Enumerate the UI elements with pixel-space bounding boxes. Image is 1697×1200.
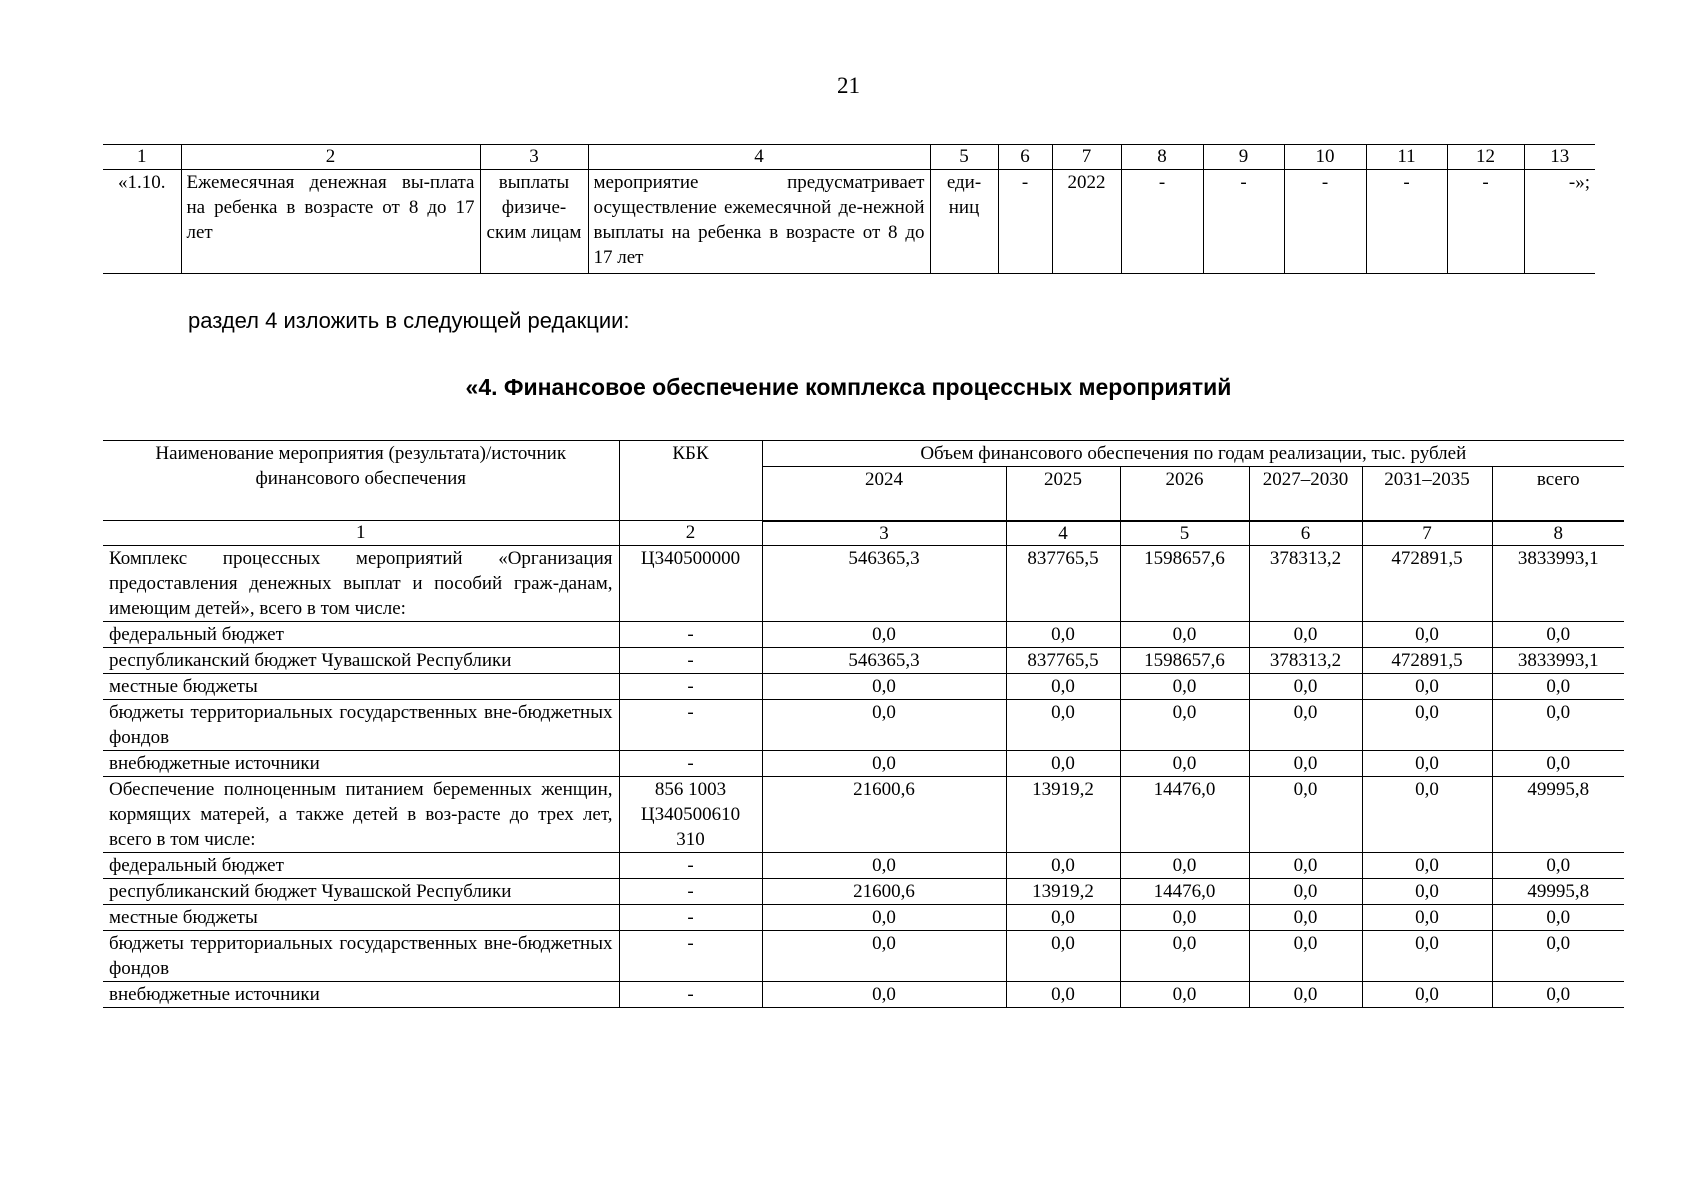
row-value: 472891,5	[1362, 545, 1492, 621]
row-name: бюджеты территориальных государственных вне-бюджетных фондов	[103, 699, 619, 750]
row-kbk: -	[619, 904, 762, 930]
row-value: 0,0	[1492, 750, 1624, 776]
row-value: 0,0	[1362, 673, 1492, 699]
col-number: 5	[930, 145, 998, 170]
row-value: 0,0	[1006, 930, 1120, 981]
row-kbk: -	[619, 647, 762, 673]
col-number: 8	[1492, 521, 1624, 546]
table-row	[103, 776, 1624, 852]
row-value: 546365,3	[762, 545, 1006, 621]
col-number: 7	[1362, 521, 1492, 546]
section-title: «4. Финансовое обеспечение комплекса процессных мероприятий	[465, 374, 1232, 400]
row-value: 0,0	[1249, 852, 1362, 878]
row-name: республиканский бюджет Чувашской Республики	[103, 878, 619, 904]
row-name: местные бюджеты	[103, 904, 619, 930]
row-name: бюджеты территориальных государственных вне-бюджетных фондов	[103, 930, 619, 981]
row-value: 0,0	[1006, 904, 1120, 930]
item-name: Ежемесячная денежная вы-плата на ребенка в возрасте от 8 до 17 лет	[181, 170, 480, 274]
row-name: внебюджетные источники	[103, 981, 619, 1007]
header-name: Наименование мероприятия (результата)/источник финансового обеспечения	[103, 441, 619, 521]
row-value: 21600,6	[762, 878, 1006, 904]
row-value: 0,0	[1249, 750, 1362, 776]
col-number: 7	[1052, 145, 1121, 170]
item-number: «1.10.	[103, 170, 181, 274]
row-value: 0,0	[1249, 776, 1362, 852]
row-name: внебюджетные источники	[103, 750, 619, 776]
row-value: 0,0	[1120, 981, 1249, 1007]
row-kbk: 856 1003 Ц340500610 310	[619, 776, 762, 852]
row-value: 14476,0	[1120, 776, 1249, 852]
continuation-table	[103, 144, 1595, 274]
col-number: 11	[1366, 145, 1447, 170]
col-number: 10	[1284, 145, 1366, 170]
table-cell: -	[1121, 170, 1203, 274]
row-value: 13919,2	[1006, 776, 1120, 852]
col-number: 3	[480, 145, 588, 170]
row-value: 3833993,1	[1492, 647, 1624, 673]
header-kbk: КБК	[619, 441, 762, 521]
col-number: 2	[181, 145, 480, 170]
row-value: 0,0	[1006, 621, 1120, 647]
row-name: республиканский бюджет Чувашской Республики	[103, 647, 619, 673]
row-value: 0,0	[1006, 699, 1120, 750]
row-value: 0,0	[1492, 904, 1624, 930]
row-value: 14476,0	[1120, 878, 1249, 904]
header-year: 2031–2035	[1362, 467, 1492, 521]
row-kbk: -	[619, 930, 762, 981]
row-value: 0,0	[1120, 930, 1249, 981]
header-year: 2025	[1006, 467, 1120, 521]
item-description: мероприятие предусматривает осуществление ежемесячной де-нежной выплаты на ребенка в возрасте от 8 до 17 лет	[588, 170, 930, 274]
row-value: 378313,2	[1249, 647, 1362, 673]
row-value: 21600,6	[762, 776, 1006, 852]
row-value: 0,0	[762, 621, 1006, 647]
table-cell: -»;	[1524, 170, 1595, 274]
header-year: 2027–2030	[1249, 467, 1362, 521]
table-row	[103, 981, 1624, 1007]
col-number: 6	[998, 145, 1052, 170]
row-value: 0,0	[1249, 621, 1362, 647]
row-value: 0,0	[1362, 776, 1492, 852]
table-row	[103, 170, 1595, 274]
table-cell: -	[1366, 170, 1447, 274]
row-value: 0,0	[1492, 699, 1624, 750]
row-value: 1598657,6	[1120, 647, 1249, 673]
col-number: 12	[1447, 145, 1524, 170]
col-number: 6	[1249, 521, 1362, 546]
row-kbk: Ц340500000	[619, 545, 762, 621]
row-value: 0,0	[1006, 750, 1120, 776]
row-value: 0,0	[762, 904, 1006, 930]
row-value: 0,0	[1362, 852, 1492, 878]
table-row	[103, 904, 1624, 930]
row-value: 0,0	[762, 699, 1006, 750]
row-value: 0,0	[1120, 750, 1249, 776]
table-row	[103, 545, 1624, 621]
row-value: 49995,8	[1492, 878, 1624, 904]
row-value: 0,0	[762, 930, 1006, 981]
row-value: 0,0	[1249, 699, 1362, 750]
col-number: 4	[588, 145, 930, 170]
row-value: 1598657,6	[1120, 545, 1249, 621]
col-number: 4	[1006, 521, 1120, 546]
column-number-row	[103, 145, 1595, 170]
row-value: 0,0	[1362, 904, 1492, 930]
header-year: 2026	[1120, 467, 1249, 521]
row-value: 0,0	[1006, 673, 1120, 699]
row-value: 0,0	[1249, 673, 1362, 699]
header-year: всего	[1492, 467, 1624, 521]
row-value: 0,0	[1492, 852, 1624, 878]
header-row	[103, 441, 1624, 467]
row-kbk: -	[619, 621, 762, 647]
col-number: 8	[1121, 145, 1203, 170]
row-value: 0,0	[762, 852, 1006, 878]
table-row	[103, 852, 1624, 878]
row-kbk: -	[619, 699, 762, 750]
table-row	[103, 621, 1624, 647]
item-type: выплаты физиче-ским лицам	[480, 170, 588, 274]
row-kbk: -	[619, 981, 762, 1007]
col-number: 5	[1120, 521, 1249, 546]
col-number: 1	[103, 145, 181, 170]
col-number: 13	[1524, 145, 1595, 170]
row-name: местные бюджеты	[103, 673, 619, 699]
row-value: 0,0	[1492, 981, 1624, 1007]
row-value: 837765,5	[1006, 647, 1120, 673]
row-value: 0,0	[1249, 904, 1362, 930]
row-value: 0,0	[1362, 878, 1492, 904]
row-value: 472891,5	[1362, 647, 1492, 673]
row-value: 0,0	[762, 673, 1006, 699]
row-value: 378313,2	[1249, 545, 1362, 621]
row-value: 0,0	[1362, 981, 1492, 1007]
col-number: 3	[762, 521, 1006, 546]
table-row	[103, 647, 1624, 673]
row-value: 0,0	[1006, 852, 1120, 878]
table-cell: -	[1447, 170, 1524, 274]
table-row	[103, 878, 1624, 904]
row-name: федеральный бюджет	[103, 852, 619, 878]
row-value: 0,0	[1362, 750, 1492, 776]
table-row	[103, 750, 1624, 776]
row-kbk: -	[619, 878, 762, 904]
table-cell: -	[1284, 170, 1366, 274]
row-value: 13919,2	[1006, 878, 1120, 904]
instruction-text: раздел 4 изложить в следующей редакции:	[188, 308, 630, 333]
row-value: 0,0	[762, 750, 1006, 776]
row-value: 0,0	[1120, 852, 1249, 878]
row-value: 0,0	[1362, 699, 1492, 750]
table-cell: -	[1203, 170, 1284, 274]
row-value: 0,0	[1249, 878, 1362, 904]
row-value: 0,0	[1120, 673, 1249, 699]
header-volume: Объем финансового обеспечения по годам реализации, тыс. рублей	[762, 441, 1624, 467]
col-number: 1	[103, 521, 619, 546]
col-number: 9	[1203, 145, 1284, 170]
row-value: 0,0	[1120, 621, 1249, 647]
table-row	[103, 930, 1624, 981]
table-cell: 2022	[1052, 170, 1121, 274]
col-number: 2	[619, 521, 762, 546]
row-kbk: -	[619, 673, 762, 699]
row-value: 0,0	[1362, 930, 1492, 981]
row-value: 0,0	[1006, 981, 1120, 1007]
row-value: 0,0	[1492, 673, 1624, 699]
row-value: 3833993,1	[1492, 545, 1624, 621]
item-unit: еди-ниц	[930, 170, 998, 274]
row-value: 49995,8	[1492, 776, 1624, 852]
table-cell: -	[998, 170, 1052, 274]
row-value: 0,0	[1249, 930, 1362, 981]
column-number-row	[103, 521, 1624, 546]
row-value: 0,0	[762, 981, 1006, 1007]
row-kbk: -	[619, 750, 762, 776]
header-year: 2024	[762, 467, 1006, 521]
table-row	[103, 673, 1624, 699]
row-value: 0,0	[1249, 981, 1362, 1007]
table-row	[103, 699, 1624, 750]
row-value: 0,0	[1120, 904, 1249, 930]
row-value: 0,0	[1492, 621, 1624, 647]
row-name: Комплекс процессных мероприятий «Организация предоставления денежных выплат и пособий граж-данам, имеющим детей», всего в том числе:	[103, 545, 619, 621]
row-value: 0,0	[1362, 621, 1492, 647]
row-value: 546365,3	[762, 647, 1006, 673]
page-number: 21	[837, 73, 860, 98]
row-value: 0,0	[1492, 930, 1624, 981]
row-name: федеральный бюджет	[103, 621, 619, 647]
financing-table	[103, 440, 1624, 1008]
row-name: Обеспечение полноценным питанием беременных женщин, кормящих матерей, а также детей в воз-расте до трех лет, всего в том числе:	[103, 776, 619, 852]
row-value: 837765,5	[1006, 545, 1120, 621]
row-kbk: -	[619, 852, 762, 878]
row-value: 0,0	[1120, 699, 1249, 750]
